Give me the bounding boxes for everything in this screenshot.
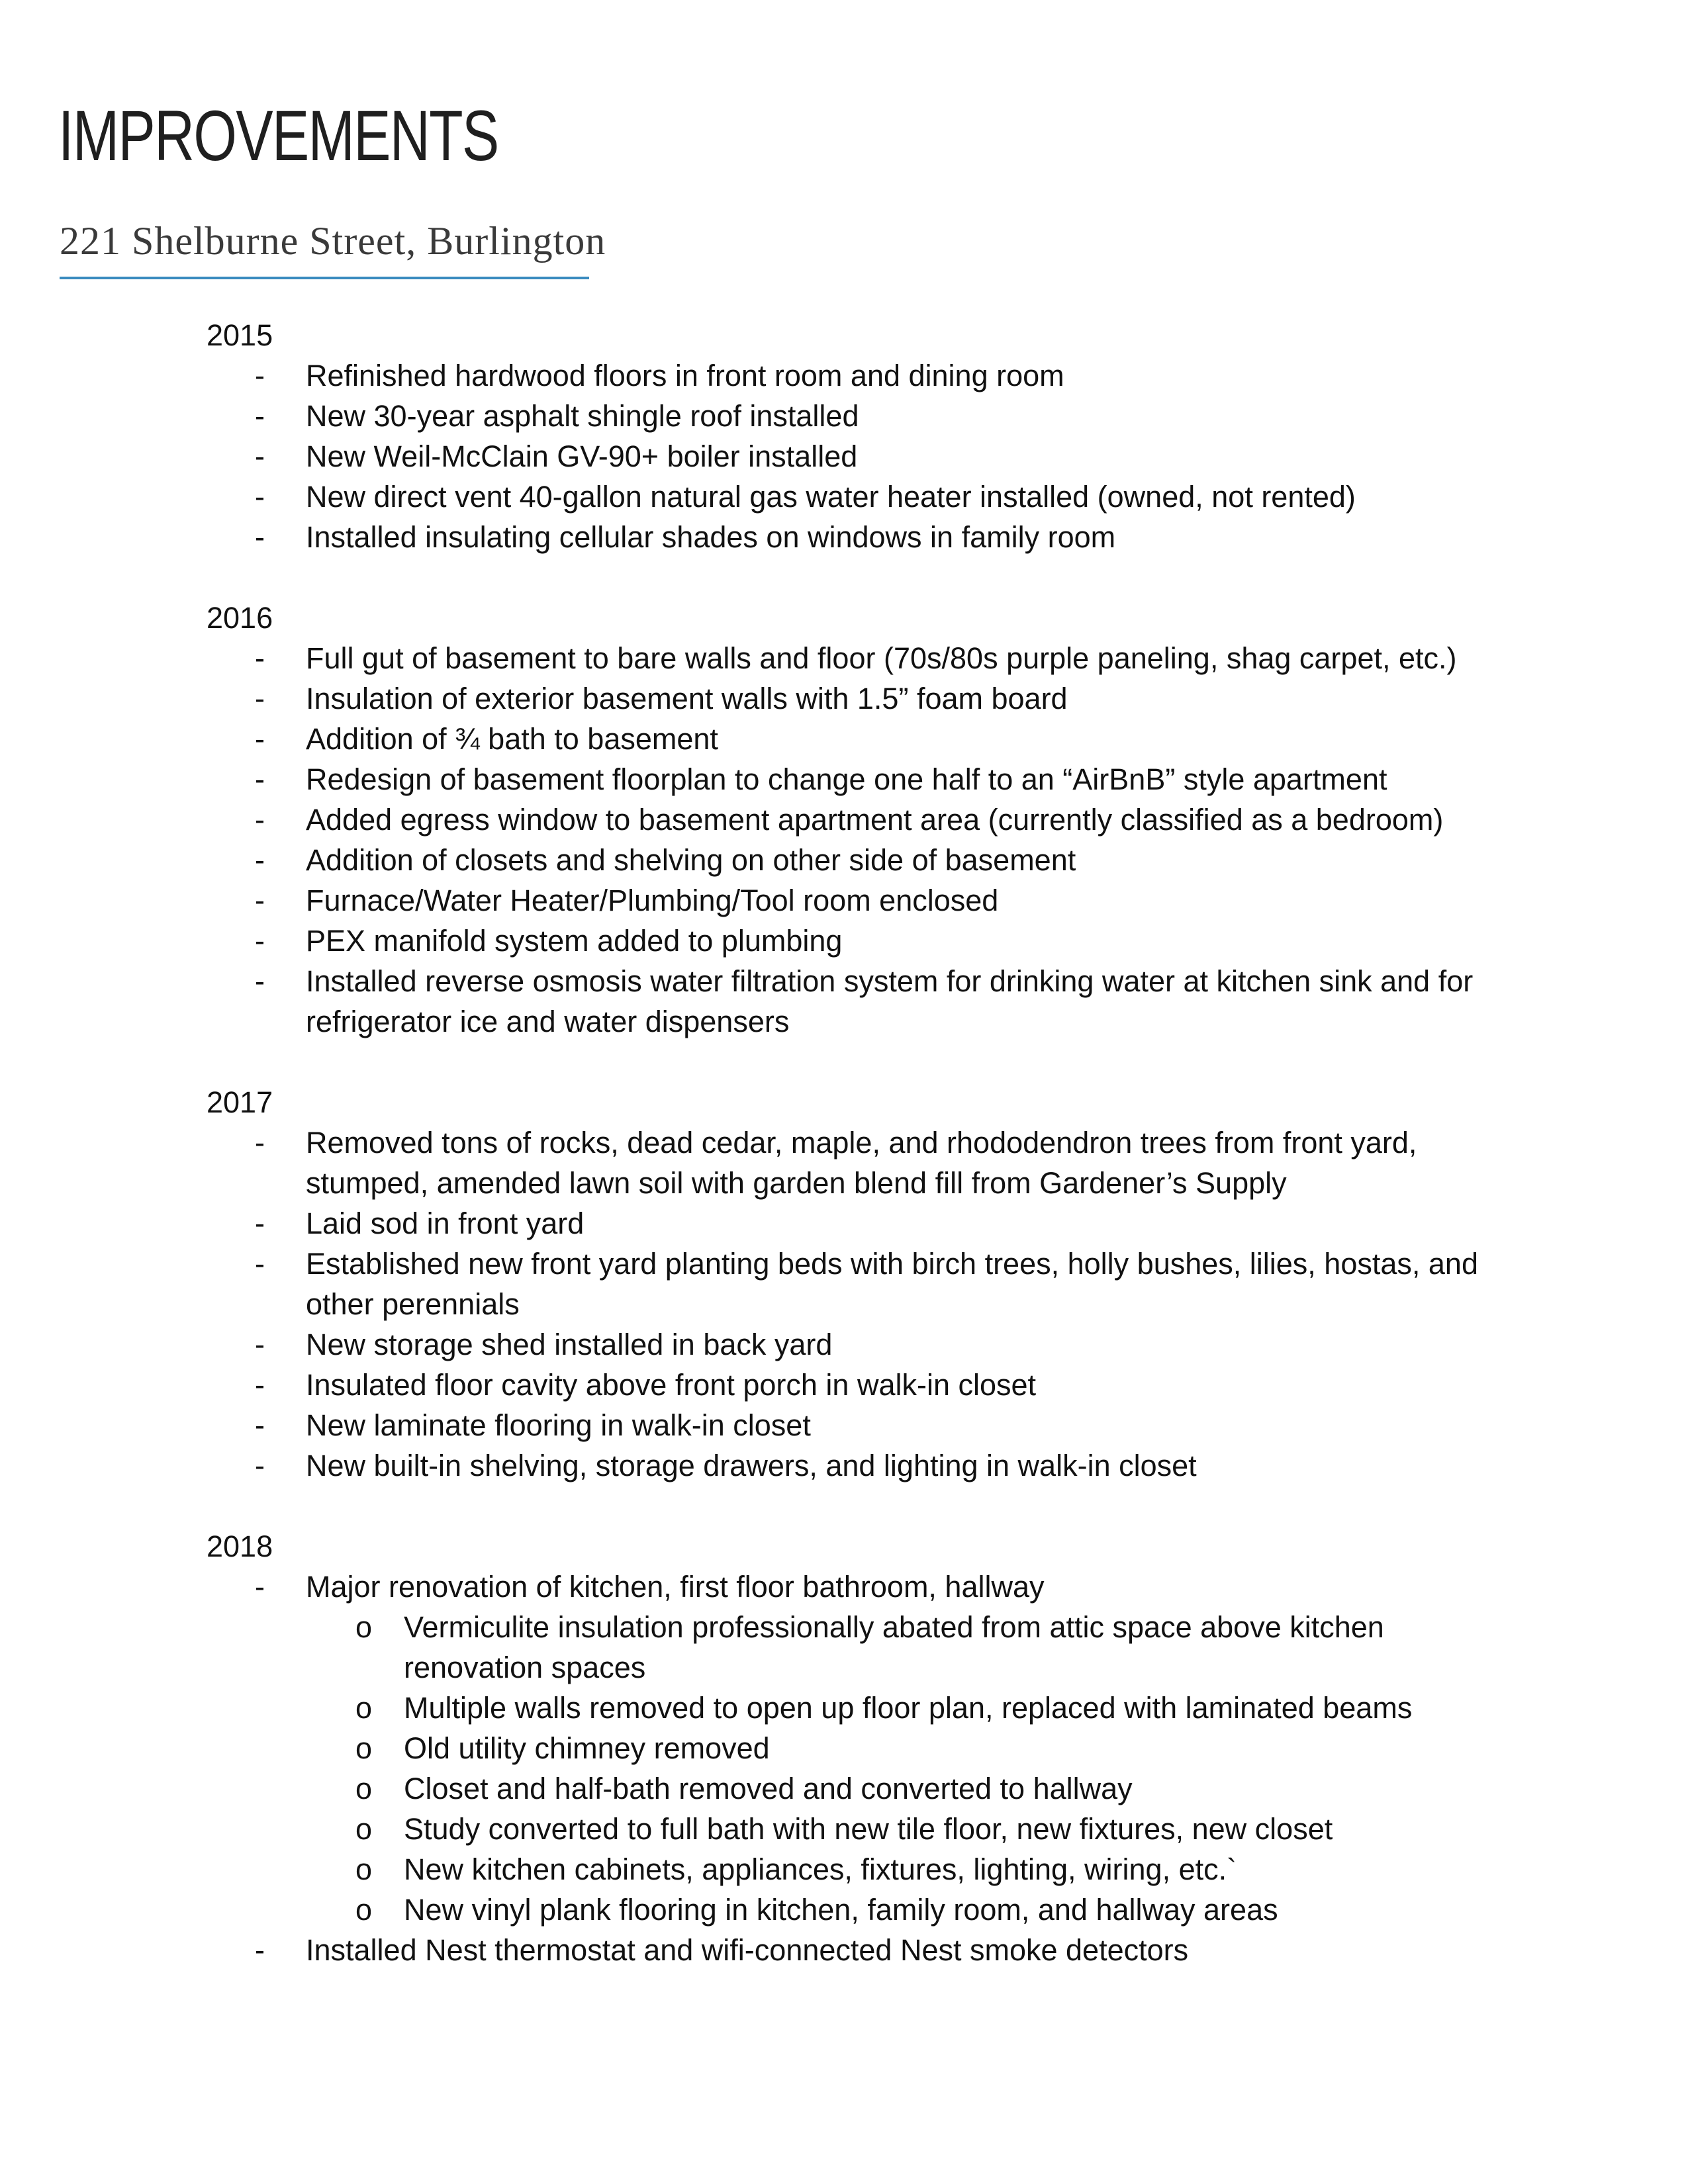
list-item (0, 840, 1511, 880)
year-section-2016 (0, 598, 1688, 1042)
dash-bullet: - (255, 924, 265, 958)
sub-list-item-text: Multiple walls removed to open up floor plan, replaced with laminated beams (404, 1691, 1413, 1725)
sub-list-item-text: Vermiculite insulation professionally abated from attic space above kitchen renovation spaces (404, 1610, 1384, 1684)
dash-bullet: - (255, 803, 265, 837)
dash-bullet: - (255, 520, 265, 554)
list-item-text: New direct vent 40-gallon natural gas water heater installed (owned, not rented) (306, 480, 1356, 514)
list-item-text: Addition of closets and shelving on other side of basement (306, 843, 1076, 877)
dash-bullet: - (255, 1247, 265, 1281)
list-item-text: Addition of ¾ bath to basement (306, 722, 718, 756)
circle-bullet: o (355, 1731, 373, 1765)
list-item (0, 719, 1511, 759)
dash-bullet: - (255, 439, 265, 473)
dash-bullet: - (255, 682, 265, 715)
sub-list-item-text: Study converted to full bath with new tile floor, new fixtures, new closet (404, 1812, 1333, 1846)
list-item (0, 1122, 1511, 1203)
list-item (0, 638, 1511, 678)
list-item-text: New storage shed installed in back yard (306, 1328, 833, 1361)
dash-bullet: - (255, 1368, 265, 1402)
dash-bullet: - (255, 1933, 265, 1967)
circle-bullet: o (355, 1772, 373, 1805)
list-item (0, 880, 1511, 921)
dash-bullet: - (255, 1408, 265, 1442)
list-item-text: Added egress window to basement apartment area (currently classified as a bedroom) (306, 803, 1444, 837)
year-section-2018 (0, 1526, 1688, 1970)
list-item-text: New Weil-McClain GV-90+ boiler installed (306, 439, 858, 473)
year-heading: 2015 (207, 318, 273, 352)
list-item (0, 1445, 1511, 1486)
list-item (0, 1324, 1511, 1365)
list-item (0, 759, 1511, 799)
dash-bullet: - (255, 884, 265, 917)
list-item-text: Removed tons of rocks, dead cedar, maple, and rhododendron trees from front yard, stumped, amended lawn soil with garden blend fill from Gardener’s Supply (306, 1126, 1417, 1200)
list-item (0, 1203, 1511, 1244)
dash-bullet: - (255, 641, 265, 675)
dash-bullet: - (255, 1126, 265, 1160)
list-item-text: Major renovation of kitchen, first floor bathroom, hallway (306, 1570, 1045, 1604)
sub-list-item (0, 1768, 1516, 1809)
list-item-text: Insulation of exterior basement walls with 1.5” foam board (306, 682, 1068, 715)
sub-list-item (0, 1889, 1516, 1930)
circle-bullet: o (355, 1691, 373, 1725)
sub-list-item (0, 1728, 1516, 1768)
year-section-2015 (0, 315, 1688, 557)
dash-bullet: - (255, 762, 265, 796)
dash-bullet: - (255, 1328, 265, 1361)
sub-items (0, 1607, 1511, 1930)
list-item-text: New built-in shelving, storage drawers, and lighting in walk-in closet (306, 1449, 1197, 1482)
dash-bullet: - (255, 722, 265, 756)
list-item-text: PEX manifold system added to plumbing (306, 924, 843, 958)
list-item-text: Laid sod in front yard (306, 1206, 585, 1240)
list-item (0, 436, 1511, 477)
sub-list-item-text: New kitchen cabinets, appliances, fixtures, lighting, wiring, etc.` (404, 1852, 1237, 1886)
list-item (0, 517, 1511, 557)
list-item-text: Refinished hardwood floors in front room and dining room (306, 359, 1064, 392)
dash-bullet: - (255, 843, 265, 877)
sub-list-item-text: New vinyl plank flooring in kitchen, family room, and hallway areas (404, 1893, 1278, 1927)
list-item (0, 396, 1511, 436)
improvement-items (0, 1567, 1688, 1970)
list-item (0, 1567, 1511, 1930)
list-item-text: Established new front yard planting beds with birch trees, holly bushes, lilies, hostas, and other perennials (306, 1247, 1478, 1321)
sub-list-item (0, 1607, 1516, 1688)
improvement-items (0, 355, 1688, 557)
dash-bullet: - (255, 1206, 265, 1240)
list-item (0, 1930, 1511, 1970)
property-address: 221 Shelburne Street, Burlington (60, 219, 606, 263)
dash-bullet: - (255, 359, 265, 392)
circle-bullet: o (355, 1610, 373, 1644)
dash-bullet: - (255, 1570, 265, 1604)
improvement-items (0, 638, 1688, 1042)
list-item (0, 1244, 1511, 1324)
year-heading: 2017 (207, 1085, 273, 1119)
circle-bullet: o (355, 1852, 373, 1886)
list-item-text: Installed insulating cellular shades on windows in family room (306, 520, 1116, 554)
year-heading: 2018 (207, 1529, 273, 1563)
list-item (0, 355, 1511, 396)
list-item-text: New laminate flooring in walk-in closet (306, 1408, 811, 1442)
dash-bullet: - (255, 399, 265, 433)
list-item (0, 961, 1511, 1042)
list-item-text: Installed reverse osmosis water filtration system for drinking water at kitchen sink and for refrigerator ice and water dispensers (306, 964, 1474, 1038)
title-underline (60, 277, 589, 279)
list-item-text: Full gut of basement to bare walls and floor (70s/80s purple paneling, shag carpet, etc.) (306, 641, 1457, 675)
list-item (0, 1405, 1511, 1445)
dash-bullet: - (255, 964, 265, 998)
circle-bullet: o (355, 1812, 373, 1846)
dash-bullet: - (255, 480, 265, 514)
sub-list-item (0, 1849, 1516, 1889)
list-item-text: Furnace/Water Heater/Plumbing/Tool room enclosed (306, 884, 999, 917)
page-title: IMPROVEMENTS (58, 95, 498, 175)
year-heading: 2016 (207, 601, 273, 635)
list-item-text: Insulated floor cavity above front porch in walk-in closet (306, 1368, 1037, 1402)
sub-list-item-text: Old utility chimney removed (404, 1731, 770, 1765)
improvements-list (0, 315, 1688, 2011)
sub-list-item (0, 1688, 1516, 1728)
list-item (0, 799, 1511, 840)
year-section-2017 (0, 1082, 1688, 1486)
circle-bullet: o (355, 1893, 373, 1927)
list-item-text: Installed Nest thermostat and wifi-connected Nest smoke detectors (306, 1933, 1189, 1967)
list-item (0, 477, 1511, 517)
list-item-text: Redesign of basement floorplan to change one half to an “AirBnB” style apartment (306, 762, 1387, 796)
sub-list-item-text: Closet and half-bath removed and converted to hallway (404, 1772, 1133, 1805)
sub-list-item (0, 1809, 1516, 1849)
improvement-items (0, 1122, 1688, 1486)
list-item (0, 1365, 1511, 1405)
list-item (0, 678, 1511, 719)
list-item (0, 921, 1511, 961)
list-item-text: New 30-year asphalt shingle roof installed (306, 399, 859, 433)
dash-bullet: - (255, 1449, 265, 1482)
